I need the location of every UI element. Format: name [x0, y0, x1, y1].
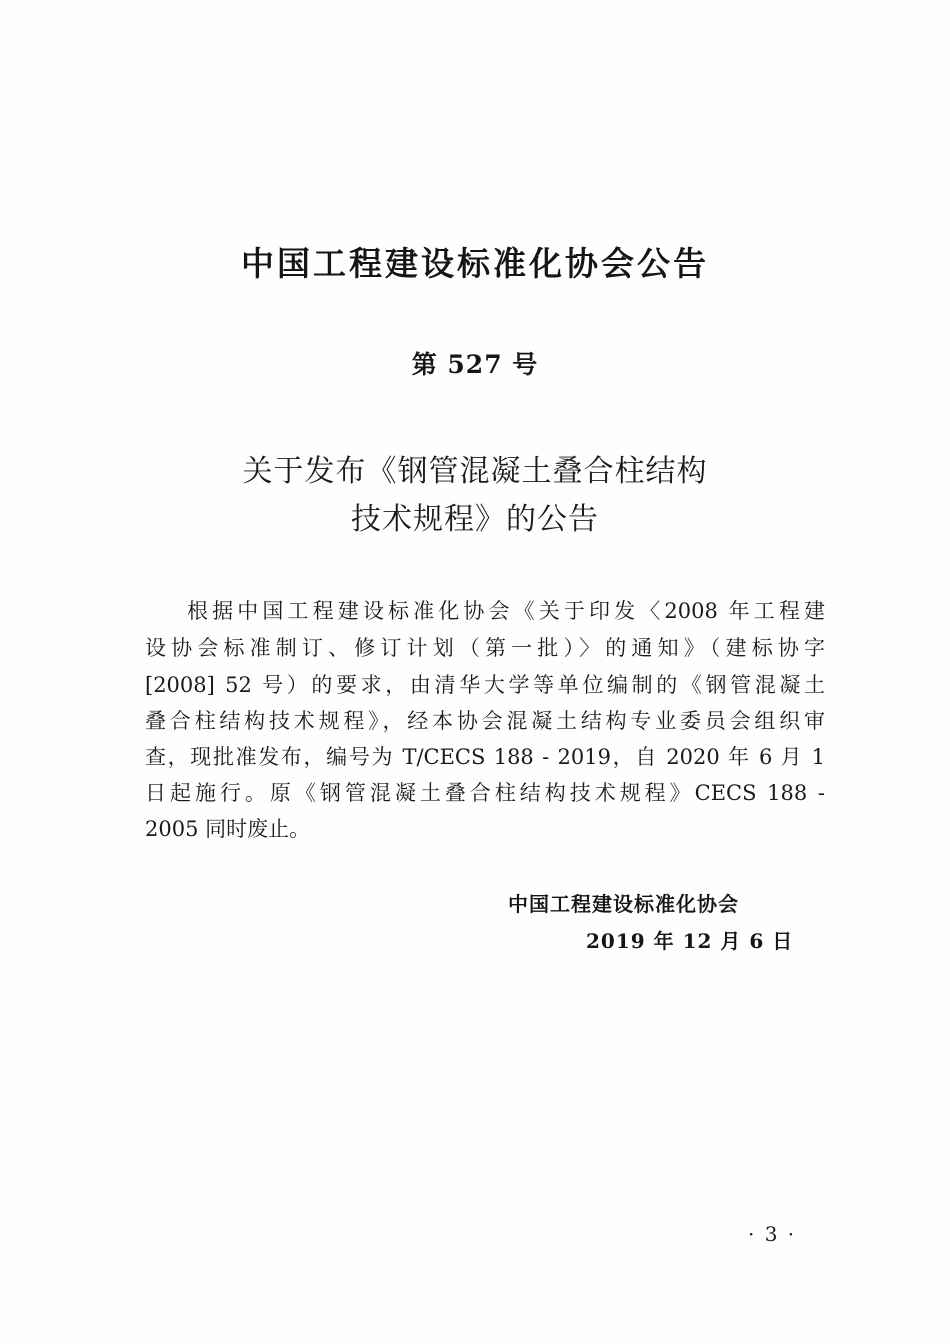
body-line-3: [2008] 52 号）的要求，由清华大学等单位编制的《钢管混凝土 — [145, 673, 825, 697]
body-line-2: 设协会标准制订、修订计划（第一批）〉的通知》（建标协字 — [145, 636, 825, 660]
body-line-7: 2005 同时废止。 — [145, 817, 311, 841]
announcement-subtitle-line-2: 技术规程》的公告 — [351, 502, 599, 537]
signature-date: 2019 年 12 月 6 日 — [586, 929, 794, 953]
announcement-number: 第 527 号 — [411, 350, 539, 379]
signature-organization: 中国工程建设标准化协会 — [508, 892, 739, 916]
body-line-6: 日起施行。原《钢管混凝土叠合柱结构技术规程》CECS 188 - — [145, 781, 825, 805]
body-line-4: 叠合柱结构技术规程》，经本协会混凝土结构专业委员会组织审 — [145, 709, 825, 733]
body-line-1: 根据中国工程建设标准化协会《关于印发〈2008 年工程建 — [187, 599, 825, 623]
announcement-subtitle-line-1: 关于发布《钢管混凝土叠合柱结构 — [242, 454, 708, 489]
page-number: · 3 · — [748, 1222, 797, 1246]
body-line-5: 查，现批准发布，编号为 T/CECS 188 - 2019，自 2020 年 6 月 1 — [145, 745, 825, 769]
announcement-title: 中国工程建设标准化协会公告 — [241, 244, 709, 283]
